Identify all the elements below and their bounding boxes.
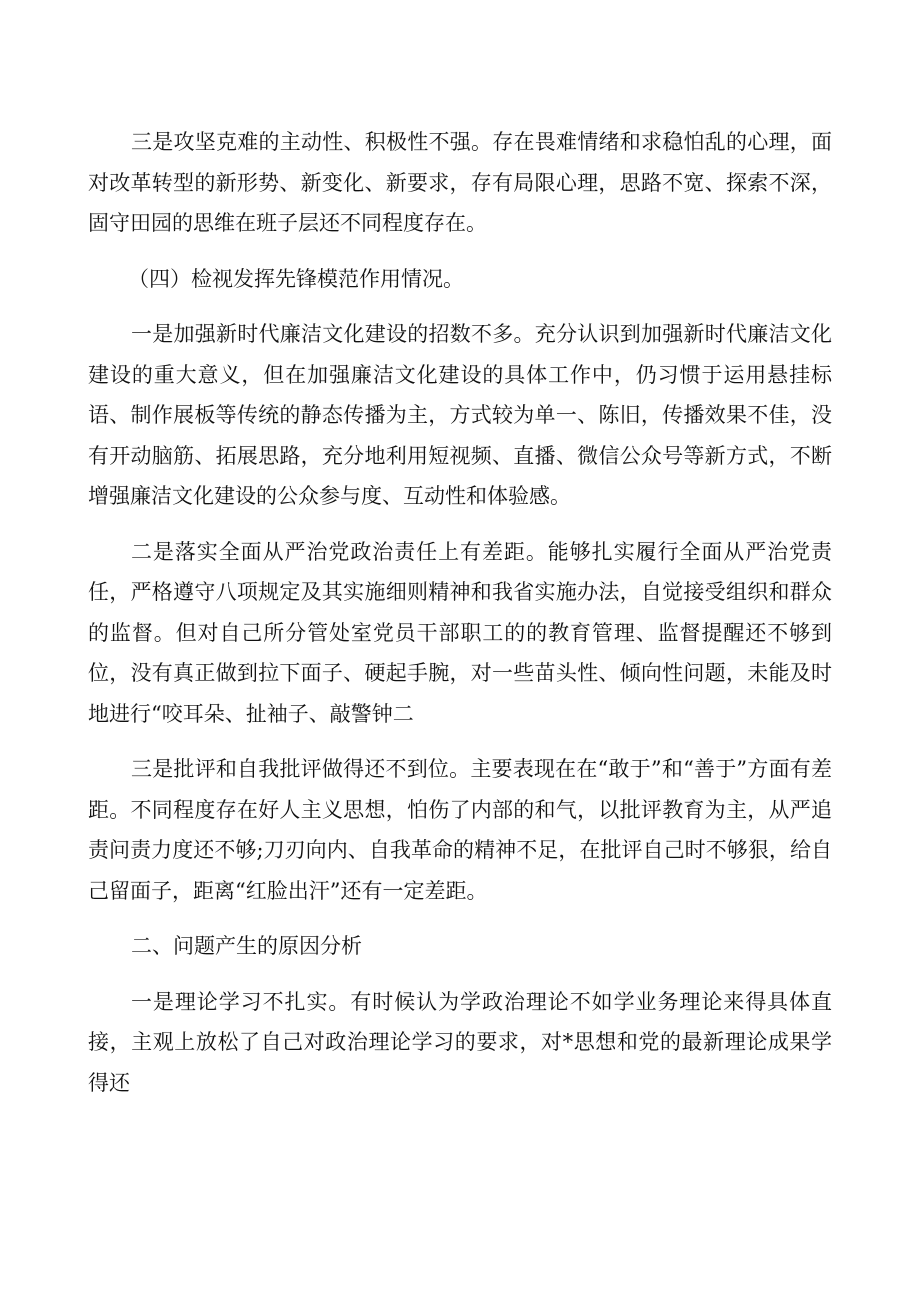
paragraph-theory-study: 一是理论学习不扎实。有时候认为学政治理论不如学业务理论来得具体直接，主观上放松了自己对政治理论学习的要求，对*思想和党的最新理论成果学得还 — [88, 989, 832, 1095]
section-heading-vanguard: （四）检视发挥先锋模范作用情况。 — [128, 266, 464, 291]
paragraph-initiative: 三是攻坚克难的主动性、积极性不强。存在畏难情绪和求稳怕乱的心理，面对改革转型的新形势、新变化、新要求，存有局限心理，思路不宽、探索不深，固守田园的思维在班子层还不同程度存在。 — [88, 130, 832, 235]
paragraph-self-criticism: 三是批评和自我批评做得还不到位。主要表现在在“敢于”和“善于”方面有差距。不同程度存在好人主义思想，怕伤了内部的和气，以批评教育为主，从严追责问责力度还不够;刀刃向内、自我革命的精神不足，在批评自己时不够狠，给自己留面子，距离“红脸出汗”还有一定差距。 — [88, 757, 832, 903]
document-body — [88, 122, 832, 1118]
paragraph-integrity-culture: 一是加强新时代廉洁文化建设的招数不多。充分认识到加强新时代廉洁文化建设的重大意义，但在加强廉洁文化建设的具体工作中，仍习惯于运用悬挂标语、制作展板等传统的静态传播为主，方式较为单一、陈旧，传播效果不佳，没有开动脑筋、拓展思路，充分地利用短视频、直播、微信公众号等新方式，不断增强廉洁文化建设的公众参与度、互动性和体验感。 — [88, 322, 832, 508]
paragraph-party-governance: 二是落实全面从严治党政治责任上有差距。能够扎实履行全面从严治党责任，严格遵守八项规定及其实施细则精神和我省实施办法，自觉接受组织和群众的监督。但对自己所分管处室党员干部职工的的教育管理、监督提醒还不够到位，没有真正做到拉下面子、硬起手腕，对一些苗头性、倾向性问题，未能及时地进行“咬耳朵、扯袖子、敲警钟二 — [88, 539, 832, 726]
section-heading-causes: 二、问题产生的原因分析 — [131, 934, 362, 958]
